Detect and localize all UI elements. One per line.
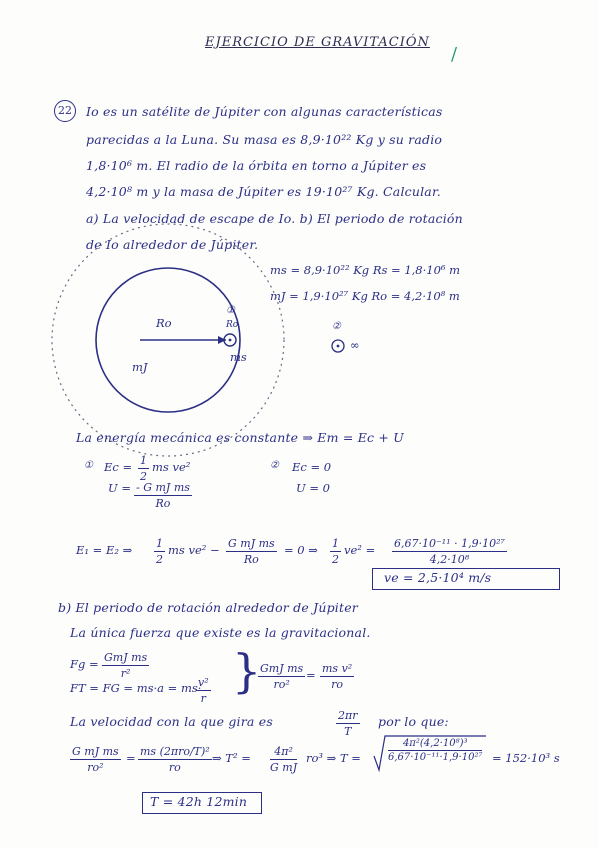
denominator: 6,67·10⁻¹¹·1,9·10²⁷ — [388, 752, 483, 763]
numerator: ms (2πro/T)² — [140, 745, 210, 758]
numerator: 1 — [140, 454, 147, 467]
velocity-text: La velocidad con la que gira es — [70, 714, 273, 729]
part-b-heading: b) El periodo de rotación alrededor de Júpiter — [58, 600, 358, 615]
page-title: EJERCICIO DE GRAVITACIÓN — [205, 35, 430, 50]
only-force-text: La única fuerza que existe es la gravitacional. — [70, 625, 371, 640]
problem-number: 22 — [54, 100, 76, 122]
ft-label: FT = FG = ms·a = ms· — [70, 681, 202, 695]
numerator: 1 — [156, 537, 163, 550]
denominator: 2 — [156, 553, 163, 566]
denominator: ro² — [273, 678, 290, 691]
planet-mass-label: mJ — [132, 360, 148, 374]
infinity-label: ∞ — [350, 338, 360, 352]
point-2-label: ② — [332, 321, 341, 332]
denominator: ro — [168, 761, 181, 774]
satellite-radius-label: Ro — [226, 320, 239, 330]
numerator: ms v² — [322, 662, 353, 675]
problem-line-2: parecidas a la Luna. Su masa es 8,9·10²² Kg y su radio — [86, 132, 443, 147]
denominator: Ro — [155, 497, 171, 510]
denominator: G mJ — [270, 761, 298, 774]
numerator: G mJ ms — [228, 537, 275, 550]
state-2-ec: Ec = 0 — [292, 460, 332, 474]
state-2-u: U = 0 — [296, 481, 330, 495]
equation-mid: ms ve² − — [168, 543, 220, 557]
denominator: ro — [331, 678, 344, 691]
radius-label: Ro — [156, 316, 172, 330]
numerator: 4π² — [270, 745, 297, 760]
numerator: 1 — [332, 537, 339, 550]
root-result: = 152·10³ s — [492, 751, 560, 765]
problem-line-6: de Io alrededor de Júpiter. — [86, 237, 259, 252]
result-b: T = 42h 12min — [150, 794, 248, 809]
numerator: 2πr — [338, 709, 358, 722]
period-equals: = — [126, 751, 136, 765]
problem-line-4: 4,2·10⁸ m y la masa de Júpiter es 19·10²⁷ Kg. Calcular. — [86, 184, 441, 199]
fg-label: Fg = — [70, 657, 99, 671]
numerator: v² — [198, 676, 209, 689]
period-arrow-1: ⇒ T² = — [212, 751, 251, 765]
velocity-tail: por lo que: — [378, 714, 449, 729]
numerator: - G mJ ms — [136, 481, 190, 494]
problem-line-1: Io es un satélite de Júpiter con algunas características — [86, 104, 443, 119]
denominator: ro² — [87, 761, 104, 774]
check-mark-icon: / — [451, 44, 458, 65]
numerator: 4π²(4,2·10⁸)³ — [388, 738, 482, 751]
denominator: r — [200, 692, 206, 705]
problem-line-3: 1,8·10⁶ m. El radio de la órbita en torno a Júpiter es — [86, 158, 427, 173]
numerator: 6,67·10⁻¹¹ · 1,9·10²⁷ — [394, 537, 505, 550]
system-equals: = — [306, 668, 316, 682]
energy-statement: La energía mecánica es constante ⇒ Em = Ec + U — [76, 430, 404, 445]
given-data-line-1: ms = 8,9·10²² Kg Rs = 1,8·10⁶ m — [270, 263, 461, 277]
denominator: 2 — [332, 553, 339, 566]
numerator: GmJ ms — [260, 662, 304, 675]
numerator: GmJ ms — [104, 651, 148, 664]
satellite-mass-label: ms — [230, 350, 247, 364]
state-2-label: ② — [270, 460, 279, 471]
state-1-u: U = — [108, 481, 131, 495]
numerator: G mJ ms — [72, 745, 119, 758]
root-fraction — [388, 738, 482, 763]
denominator: 4,2·10⁸ — [429, 553, 470, 566]
denominator: T — [344, 725, 352, 738]
given-data-line-2: mJ = 1,9·10²⁷ Kg Ro = 4,2·10⁸ m — [270, 289, 460, 303]
state-1-ec: Ec = — [104, 460, 133, 474]
state-1-label: ① — [84, 460, 93, 471]
energy-equation-start: E₁ = E₂ ⇒ — [76, 543, 133, 557]
result-a: ve = 2,5·10⁴ m/s — [384, 570, 492, 585]
state-1-ec-rest: ms ve² — [152, 460, 191, 474]
brace-icon: } — [232, 644, 262, 698]
period-tail: ro³ ⇒ T = — [306, 751, 361, 765]
denominator: r² — [120, 667, 131, 680]
escape-velocity-squared: ve² = — [344, 543, 376, 557]
denominator: Ro — [243, 553, 259, 566]
equation-zero: = 0 ⇒ — [284, 543, 318, 557]
point-1-label: ① — [226, 305, 235, 316]
problem-line-5: a) La velocidad de escape de Io. b) El periodo de rotación — [86, 211, 463, 226]
denominator: 2 — [140, 470, 147, 483]
